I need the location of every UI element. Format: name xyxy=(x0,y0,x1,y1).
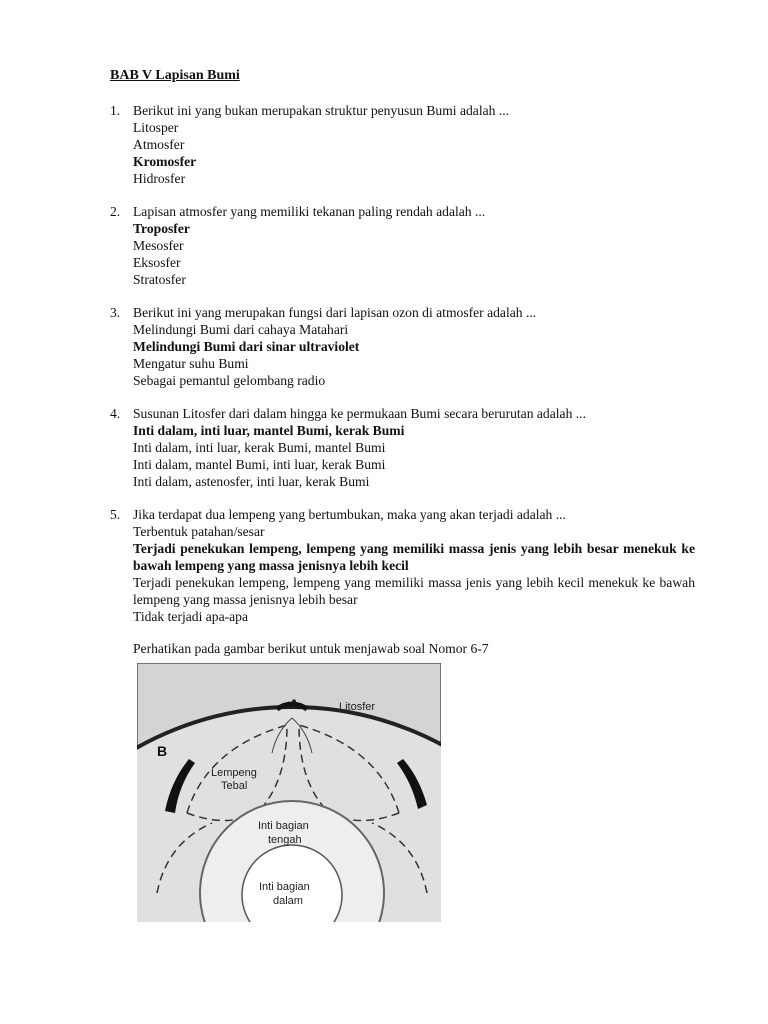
answer-option-correct: Kromosfer xyxy=(133,154,197,169)
label-b: B xyxy=(157,743,168,759)
question-number: 4. xyxy=(110,406,121,421)
answer-option-correct: Melindungi Bumi dari sinar ultraviolet xyxy=(133,339,360,354)
answer-option-correct: Inti dalam, inti luar, mantel Bumi, kerak Bumi xyxy=(133,423,405,438)
answer-option: Melindungi Bumi dari cahaya Matahari xyxy=(133,322,349,337)
answer-option: Terjadi penekukan lempeng, lempeng yang memiliki massa jenis yang lebih kecil menekuk ke bawah lempeng yang massa jenisnya lebih besar xyxy=(133,575,695,607)
answer-option-correct: Terjadi penekukan lempeng, lempeng yang memiliki massa jenis yang lebih besar menekuk ke bawah lempeng yang massa jenisnya lebih kecil xyxy=(133,541,695,573)
answer-option: Mengatur suhu Bumi xyxy=(133,356,249,371)
answer-option: Stratosfer xyxy=(133,272,186,287)
question-3 xyxy=(110,304,695,389)
question-2 xyxy=(110,203,695,288)
question-prompt: Berikut ini yang merupakan fungsi dari lapisan ozon di atmosfer adalah ... xyxy=(133,305,537,320)
label-lempeng-line2: Tebal xyxy=(221,780,248,792)
answer-option: Inti dalam, mantel Bumi, inti luar, kerak Bumi xyxy=(133,457,386,472)
label-inti-dalam-line1: Inti bagian xyxy=(259,881,310,893)
question-number: 1. xyxy=(110,103,121,118)
label-litosfer: Litosfer xyxy=(339,701,376,713)
answer-option: Terbentuk patahan/sesar xyxy=(133,524,265,539)
figure-instruction: Perhatikan pada gambar berikut untuk menjawab soal Nomor 6-7 xyxy=(133,641,489,656)
question-prompt: Jika terdapat dua lempeng yang bertumbukan, maka yang akan terjadi adalah ... xyxy=(133,507,566,522)
answer-option: Eksosfer xyxy=(133,255,181,270)
earth-cross-section-diagram xyxy=(137,663,441,922)
label-lempeng-line1: Lempeng xyxy=(211,767,257,779)
question-number: 3. xyxy=(110,305,121,320)
label-inti-tengah-line2: tengah xyxy=(268,834,302,846)
chapter-title: BAB V Lapisan Bumi xyxy=(110,68,240,83)
question-prompt: Lapisan atmosfer yang memiliki tekanan paling rendah adalah ... xyxy=(133,204,486,219)
answer-option-correct: Troposfer xyxy=(133,221,190,236)
label-inti-tengah-line1: Inti bagian xyxy=(258,820,309,832)
question-number: 5. xyxy=(110,507,121,522)
answer-option: Mesosfer xyxy=(133,238,184,253)
answer-option: Atmosfer xyxy=(133,137,185,152)
answer-option: Inti dalam, inti luar, kerak Bumi, mantel Bumi xyxy=(133,440,386,455)
answer-option: Tidak terjadi apa-apa xyxy=(133,609,249,624)
answer-option: Inti dalam, astenosfer, inti luar, kerak Bumi xyxy=(133,474,370,489)
question-1 xyxy=(110,102,695,187)
question-number: 2. xyxy=(110,204,121,219)
label-inti-dalam-line2: dalam xyxy=(273,895,303,907)
answer-option: Hidrosfer xyxy=(133,171,186,186)
earth-layers-figure xyxy=(137,663,441,922)
answer-option: Litosper xyxy=(133,120,179,135)
question-prompt: Susunan Litosfer dari dalam hingga ke permukaan Bumi secara berurutan adalah ... xyxy=(133,406,586,421)
question-4 xyxy=(110,405,695,490)
answer-option: Sebagai pemantul gelombang radio xyxy=(133,373,326,388)
question-5 xyxy=(110,506,695,625)
question-prompt: Berikut ini yang bukan merupakan struktur penyusun Bumi adalah ... xyxy=(133,103,510,118)
label-a: A xyxy=(289,696,300,712)
